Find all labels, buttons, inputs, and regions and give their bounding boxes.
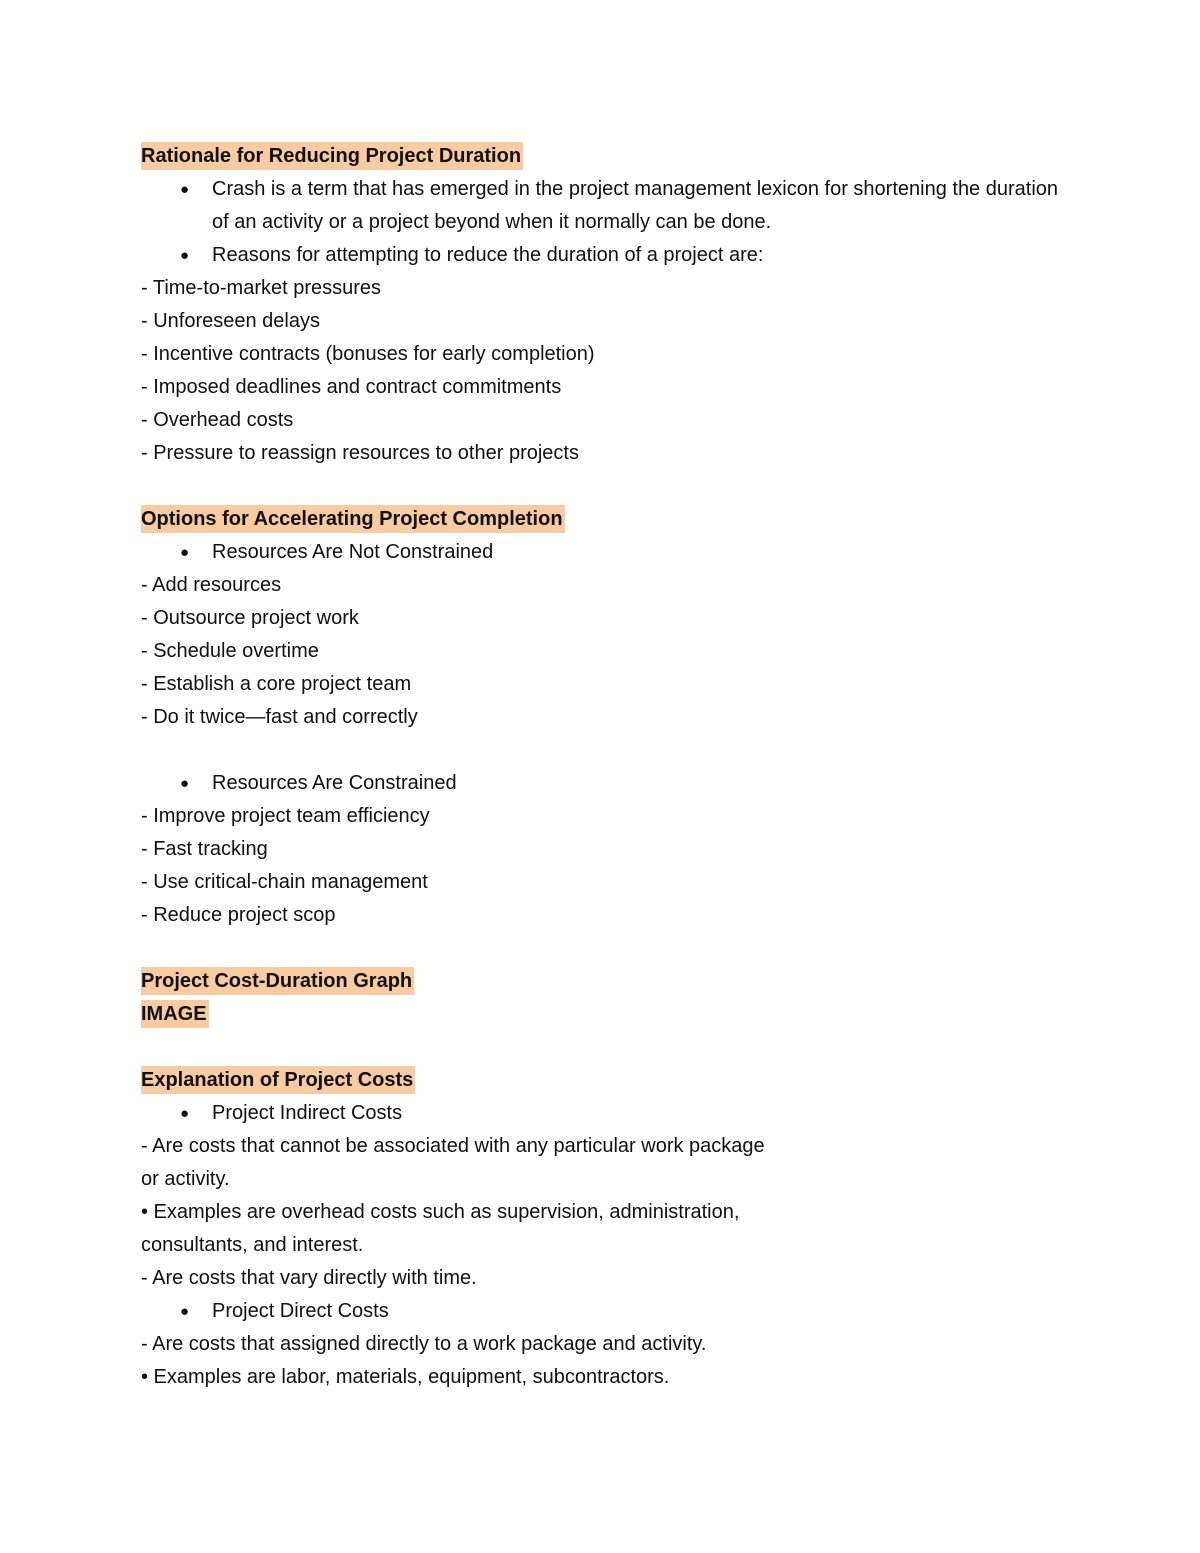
list-item: - Imposed deadlines and contract commitments [141, 376, 562, 398]
bullet-icon: ● [180, 544, 190, 561]
text-line: - Are costs that cannot be associated with any particular work package [141, 1135, 765, 1157]
list-item: - Establish a core project team [141, 673, 412, 695]
bullet-text: Project Indirect Costs [212, 1102, 403, 1124]
bullet-text: Resources Are Constrained [212, 772, 457, 794]
bullet-text: Crash is a term that has emerged in the project management lexicon for shortening the duration of an activity or a project beyond when it normally can be done. [212, 178, 1059, 233]
bullet-item-reasons [141, 239, 1101, 272]
list-item: - Incentive contracts (bonuses for early completion) [141, 343, 595, 365]
text-line: • Examples are labor, materials, equipment, subcontractors. [141, 1366, 670, 1388]
bullet-item-indirect [141, 1097, 1101, 1130]
text-line: - Are costs that assigned directly to a work package and activity. [141, 1333, 707, 1355]
section-graph [141, 965, 1101, 998]
heading-costs: Explanation of Project Costs [141, 1066, 415, 1094]
paragraph-spacer [141, 932, 1101, 965]
list-item: - Outsource project work [141, 607, 359, 629]
list-item: - Schedule overtime [141, 640, 319, 662]
list-item: - Fast tracking [141, 838, 268, 860]
text-line: consultants, and interest. [141, 1234, 364, 1256]
bullet-icon: ● [180, 775, 190, 792]
bullet-text: Resources Are Not Constrained [212, 541, 494, 563]
text-line: • Examples are overhead costs such as supervision, administration, [141, 1201, 740, 1223]
bullet-item-direct [141, 1295, 1101, 1328]
document-body [141, 140, 1101, 1394]
list-item: - Use critical-chain management [141, 871, 428, 893]
text-line: - Are costs that vary directly with time. [141, 1267, 477, 1289]
list-item: - Do it twice—fast and correctly [141, 706, 418, 728]
heading-graph: Project Cost-Duration Graph [141, 967, 414, 995]
list-item: - Overhead costs [141, 409, 294, 431]
bullet-text: Reasons for attempting to reduce the duration of a project are: [212, 244, 764, 266]
list-item: - Time-to-market pressures [141, 277, 382, 299]
bullet-icon: ● [180, 1303, 190, 1320]
image-placeholder-label: IMAGE [141, 1000, 209, 1028]
list-item: - Unforeseen delays [141, 310, 320, 332]
list-item: - Improve project team efficiency [141, 805, 430, 827]
section-options [141, 503, 1101, 536]
image-placeholder-line [141, 998, 1101, 1031]
bullet-item-constrained [141, 767, 1101, 800]
bullet-text: Project Direct Costs [212, 1300, 389, 1322]
section-rationale [141, 140, 1101, 173]
paragraph-spacer [141, 470, 1101, 503]
bullet-icon: ● [180, 1105, 190, 1122]
paragraph-spacer [141, 1031, 1101, 1064]
bullet-icon: ● [180, 247, 190, 264]
heading-options: Options for Accelerating Project Completion [141, 505, 565, 533]
text-line: or activity. [141, 1168, 230, 1190]
paragraph-spacer [141, 734, 1101, 767]
bullet-icon: ● [180, 181, 190, 198]
bullet-item-not-constrained [141, 536, 1101, 569]
heading-rationale: Rationale for Reducing Project Duration [141, 142, 523, 170]
list-item: - Pressure to reassign resources to other projects [141, 442, 579, 464]
list-item: - Reduce project scop [141, 904, 336, 926]
section-costs [141, 1064, 1101, 1097]
list-item: - Add resources [141, 574, 282, 596]
bullet-item-crash [141, 173, 1101, 239]
